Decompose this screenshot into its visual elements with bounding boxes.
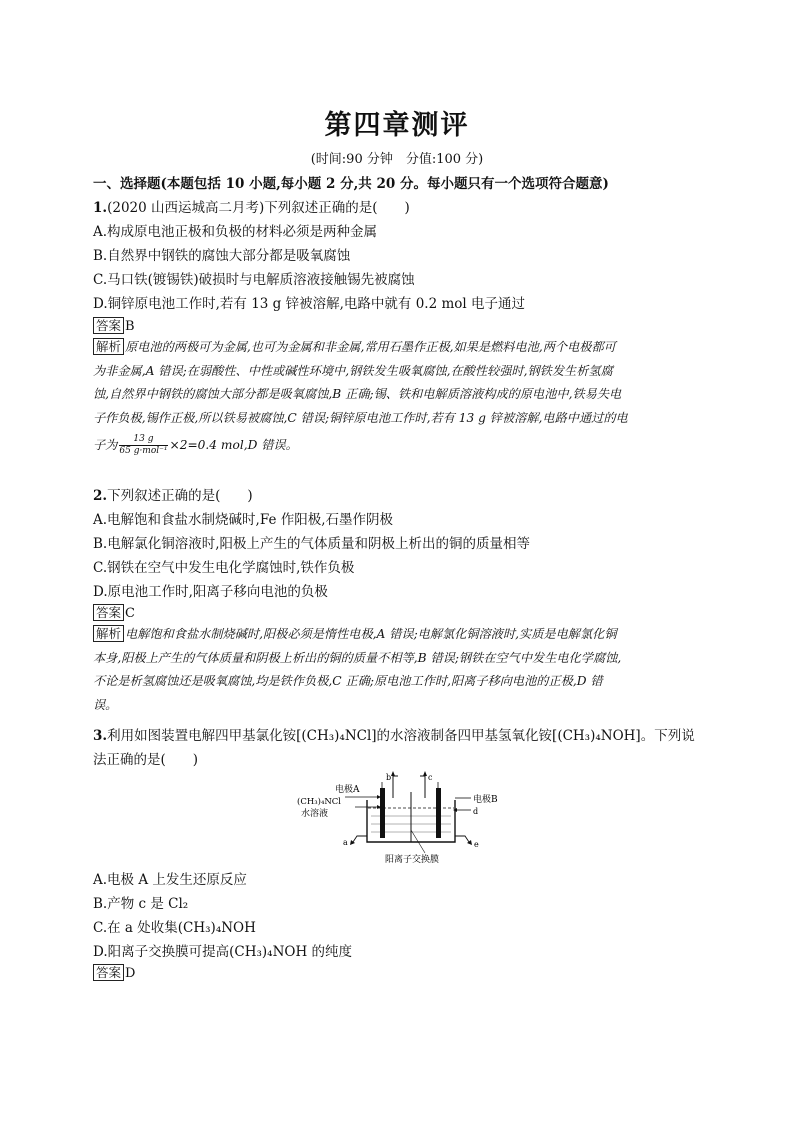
answer-tag: 答案	[93, 604, 124, 621]
electrode-b-rod	[436, 788, 441, 838]
question-2-option-d: D.原电池工作时,阳离子移向电池的负极	[93, 584, 328, 600]
question-3-option-b: B.产物 c 是 Cl₂	[93, 896, 189, 912]
section-heading: 一、选择题(本题包括 10 小题,每小题 2 分,共 20 分。每小题只有一个选项符合题意)	[93, 176, 609, 192]
question-3-option-d: D.阳离子交换膜可提高(CH₃)₄NOH 的纯度	[93, 944, 353, 960]
question-3-answer	[93, 964, 135, 981]
outlet-c-tube	[420, 776, 425, 798]
explanation-line: 本身,阳极上产生的气体质量和阴极上析出的铜的质量不相等,B 错误;钢铁在空气中发生电化学腐蚀,	[93, 650, 622, 665]
electrolysis-cell-figure	[295, 770, 510, 865]
explanation-text: ×2=0.4 mol,D 错误。	[169, 438, 298, 452]
answer-value: D	[125, 966, 136, 981]
question-text: (2020 山西运城高二月考)下列叙述正确的是( )	[107, 200, 410, 216]
label-port-a: a	[343, 838, 348, 847]
outlet-b-tube	[393, 776, 398, 798]
electrolysis-cell-diagram	[295, 770, 510, 865]
question-1-explanation	[93, 336, 699, 458]
electrode-a-rod	[380, 788, 385, 838]
question-3-option-c: C.在 a 处收集(CH₃)₄NOH	[93, 920, 256, 936]
label-membrane: 阳离子交换膜	[385, 855, 440, 865]
label-port-d: d	[473, 807, 479, 816]
question-2-stem	[93, 484, 253, 504]
explanation-line: 蚀,自然界中钢铁的腐蚀大部分都是吸氧腐蚀,B 正确;锡、铁和电解质溶液构成的原电池中,铁易失电	[93, 387, 622, 401]
label-electrode-a: 电极A	[335, 785, 360, 795]
label-solution-formula: (CH₃)₄NCl	[297, 797, 342, 807]
explanation-tag: 解析	[93, 338, 124, 355]
explanation-text: 子为	[93, 438, 118, 452]
question-2-option-a: A.电解饱和食盐水制烧碱时,Fe 作阳极,石墨作阴极	[93, 512, 394, 528]
question-1-stem	[93, 196, 410, 216]
page-title: 第四章测评	[324, 110, 470, 141]
page-subtitle: (时间:90 分钟 分值:100 分)	[310, 152, 484, 167]
label-port-c: c	[428, 773, 433, 782]
question-3-option-a: A.电极 A 上发生还原反应	[93, 872, 247, 888]
explanation-line: 电解饱和食盐水制烧碱时,阳极必须是惰性电极,A 错误;电解氯化铜溶液时,实质是电解氯化铜	[125, 627, 617, 641]
explanation-line: 为非金属,A 错误;在弱酸性、中性或碱性环境中,钢铁发生吸氧腐蚀,在酸性较强时,钢铁发生析氢腐	[93, 363, 613, 378]
answer-tag: 答案	[93, 964, 124, 981]
question-number: 1.	[93, 200, 108, 216]
question-text: 下列叙述正确的是( )	[107, 488, 253, 504]
question-number: 3.	[93, 728, 108, 744]
question-text: 利用如图装置电解四甲基氯化铵[(CH₃)₄NCl]的水溶液制备四甲基氢氧化铵[(CH₃)₄NOH]。下列说	[107, 728, 695, 744]
answer-value: B	[125, 319, 135, 334]
explanation-line: 误。	[93, 697, 118, 712]
question-1-option-a: A.构成原电池正极和负极的材料必须是两种金属	[93, 224, 378, 240]
question-2-answer	[93, 604, 135, 621]
explanation-line	[93, 434, 699, 458]
question-number: 2.	[93, 488, 108, 504]
answer-value: C	[125, 606, 135, 621]
explanation-line: 不论是析氢腐蚀还是吸氧腐蚀,均是铁作负极,C 正确;原电池工作时,阳离子移向电池的正极,D 错	[93, 674, 603, 688]
question-1-answer	[93, 317, 135, 334]
question-1-option-c: C.马口铁(镀锡铁)破损时与电解质溶液接触锡先被腐蚀	[93, 272, 415, 288]
outlet-c-arrowhead	[423, 771, 427, 776]
answer-tag: 答案	[93, 317, 124, 334]
question-2-option-c: C.钢铁在空气中发生电化学腐蚀时,铁作负极	[93, 560, 355, 576]
question-2-explanation	[93, 623, 699, 717]
label-port-e: e	[474, 840, 479, 849]
explanation-line: 子作负极,锡作正极,所以铁易被腐蚀,C 错误;铜锌原电池工作时,若有 13 g 锌被溶解,电路中通过的电	[93, 410, 628, 425]
question-1-option-d: D.铜锌原电池工作时,若有 13 g 锌被溶解,电路中就有 0.2 mol 电子通过	[93, 296, 525, 312]
explanation-line: 原电池的两极可为金属,也可为金属和非金属,常用石墨作正极,如果是燃料电池,两个电极都可	[125, 340, 616, 354]
question-3-stem-line-1	[93, 724, 695, 744]
fraction-denominator: 65 g·mol⁻¹	[119, 446, 168, 456]
question-2-option-b: B.电解氯化铜溶液时,阳极上产生的气体质量和阴极上析出的铜的质量相等	[93, 536, 531, 552]
question-1-option-b: B.自然界中钢铁的腐蚀大部分都是吸氧腐蚀	[93, 248, 351, 264]
label-electrode-b: 电极B	[473, 795, 498, 805]
outlet-b-arrowhead	[391, 771, 395, 776]
outlet-e-tube	[455, 836, 469, 842]
fraction	[119, 434, 167, 457]
outlet-a-tube	[353, 836, 367, 842]
label-solution-water: 水溶液	[301, 809, 329, 819]
question-3-stem-line-2: 法正确的是( )	[93, 752, 199, 768]
fraction-numerator: 13 g	[119, 434, 167, 446]
explanation-tag: 解析	[93, 625, 124, 642]
label-port-b: b	[386, 773, 392, 782]
